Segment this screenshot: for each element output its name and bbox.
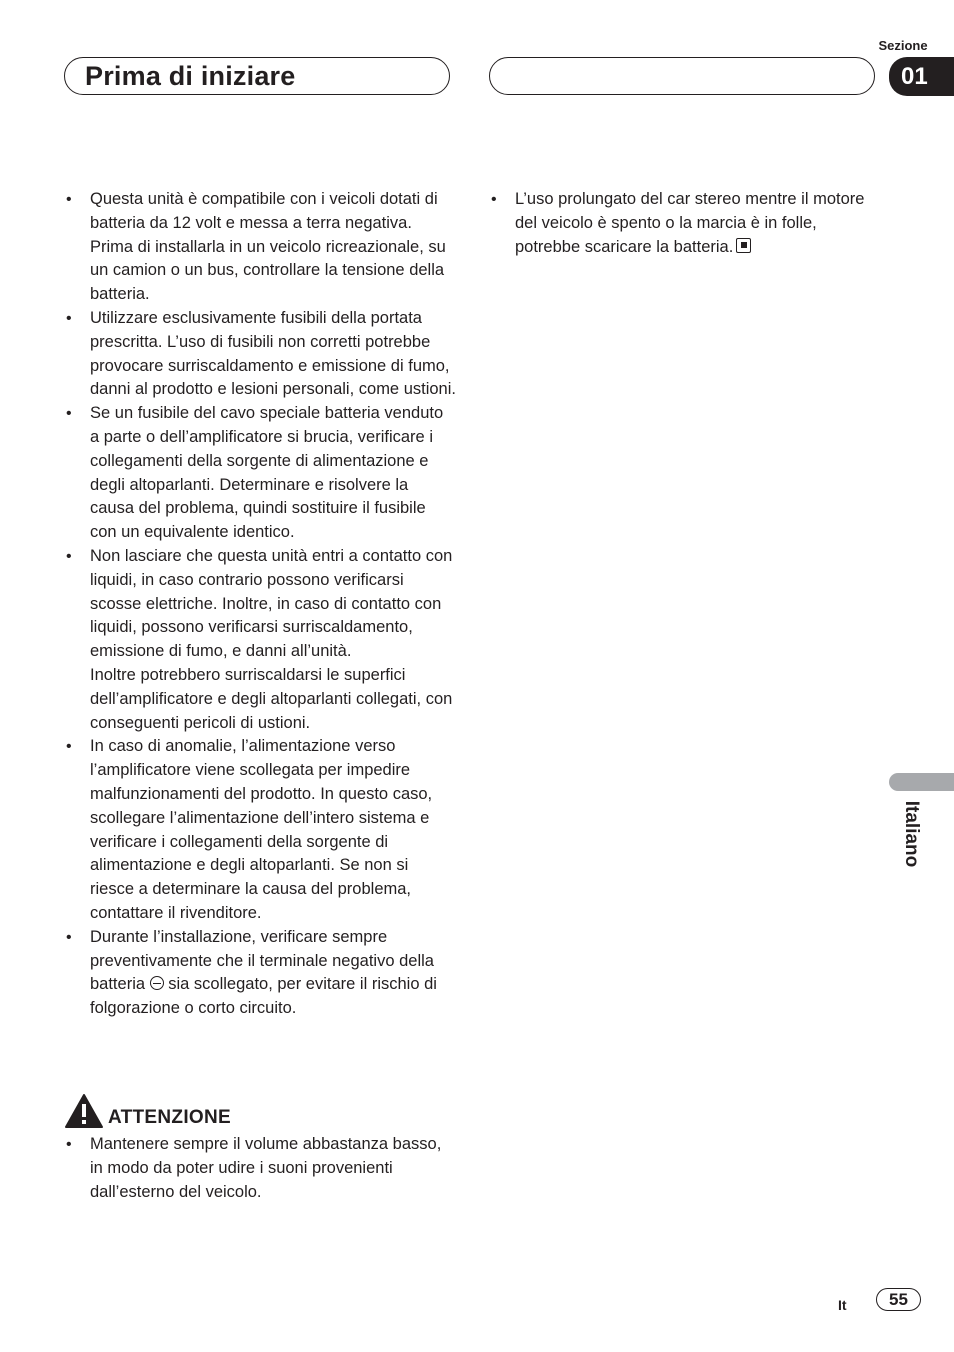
- bullet-icon: •: [491, 191, 497, 208]
- page-number: 55: [876, 1288, 921, 1311]
- left-bullet-list-2: [64, 735, 456, 1021]
- list-item: • In caso di anomalie, l’alimentazione verso l’amplificatore viene scollegata per impedire malfunzionamenti del prodotto. In questo caso, scollegare l’alimentazione dell’intero sistema e verificare i collegamenti della sorgente di alimentazione e degli altoparlanti. Se non si riesce a determinare la causa del problema, contattare il rivenditore.: [66, 737, 433, 922]
- bullet-icon: •: [66, 405, 72, 423]
- bullet-icon: •: [66, 191, 72, 208]
- list-item: • Non lasciare che questa unità entri a contatto con liquidi, in caso contrario possono verificarsi scosse elettriche. Inoltre, in caso di contatto con liquidi, possono verificarsi surriscaldamento, emissione di fumo, e danni all’unità.: [66, 546, 453, 661]
- header-right-frame: [489, 57, 875, 95]
- warning-triangle-icon: [64, 1093, 104, 1129]
- list-item: • L’uso prolungato del car stereo mentre il motore del veicolo è spento o la marcia è in folle, potrebbe scaricare la batteria.: [491, 190, 865, 256]
- language-label: Italiano: [901, 800, 922, 868]
- bullet-icon: •: [66, 309, 72, 327]
- bullet-icon: •: [66, 928, 72, 946]
- list-item: • Se un fusibile del cavo speciale batteria venduto a parte o dell’amplificatore si brucia, verificare i collegamenti della sorgente di alimentazione e degli altoparlanti. Determinare e risolvere la causa del problema, quindi sostituire il fusibile con un equivalente identico.: [66, 404, 444, 542]
- section-number-badge: 01: [889, 57, 954, 96]
- minus-terminal-icon: [150, 976, 164, 990]
- bullet-icon: •: [66, 1136, 72, 1153]
- list-item: • Mantenere sempre il volume abbastanza basso, in modo da poter udire i suoni provenienti dall’esterno del veicolo.: [66, 1135, 442, 1201]
- left-column: [64, 188, 456, 1021]
- continuation-paragraph: Inoltre potrebbero surriscaldarsi le superfici dell’amplificatore e degli altoparlanti collegati, con conseguenti pericoli di ustioni.: [90, 665, 453, 732]
- list-item: • Questa unità è compatibile con i veicoli dotati di batteria da 12 volt e messa a terra negativa. Prima di installarla in un veicolo ricreazionale, su un camion o un bus, controllare la tensione della batteria.: [66, 190, 446, 304]
- end-of-section-icon: [736, 238, 751, 253]
- caution-block: [64, 1093, 456, 1204]
- caution-header: [64, 1093, 456, 1133]
- right-column: [489, 188, 879, 259]
- list-item: • Durante l’installazione, verificare sempre preventivamente che il terminale negativo della batteria sia scollegato, per evitare il rischio di folgorazione o corto circuito.: [66, 927, 437, 1018]
- page-title: Prima di iniziare: [85, 61, 296, 91]
- bullet-icon: •: [66, 547, 72, 565]
- caution-bullet-list: [64, 1133, 456, 1204]
- bullet-icon: •: [66, 738, 72, 756]
- section-label: Sezione: [878, 38, 928, 53]
- list-item: • Utilizzare esclusivamente fusibili della portata prescritta. L’uso di fusibili non corretti potrebbe provocare surriscaldamento e emissione di fumo, danni al prodotto e lesioni personali, come ustioni.: [66, 308, 456, 399]
- footer-language-code: It: [838, 1297, 847, 1313]
- caution-title: ATTENZIONE: [108, 1107, 231, 1128]
- right-bullet-list: [489, 188, 879, 259]
- left-bullet-list: [64, 188, 456, 664]
